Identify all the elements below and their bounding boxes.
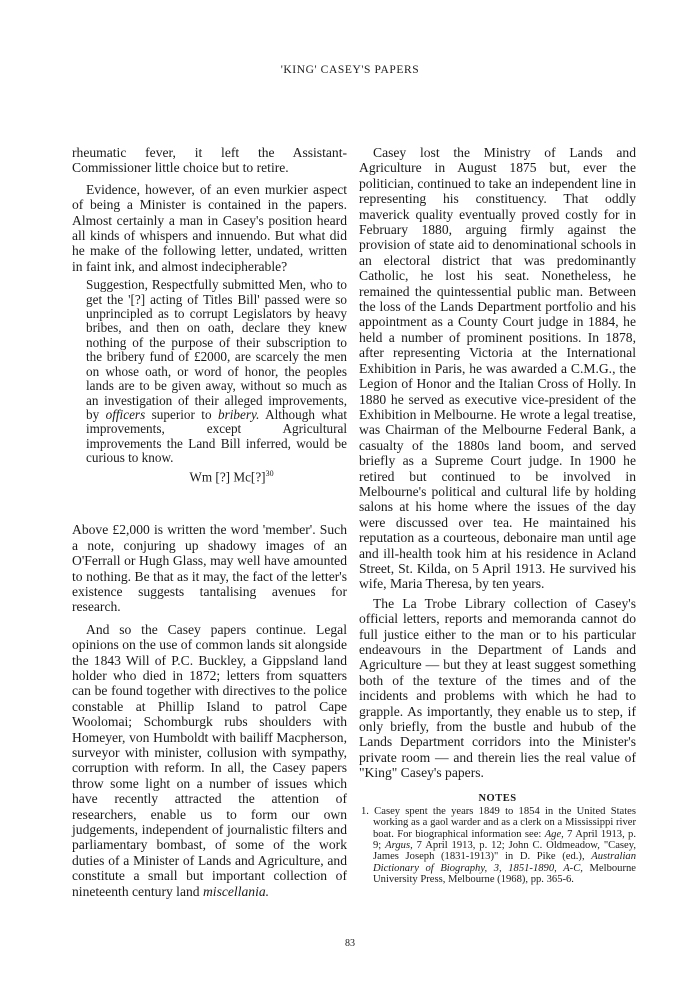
paragraph: Above £2,000 is written the word 'member'. Such a note, conjuring up shadowy images of an O'Ferrall or Hugh Glass, may well have amounted to nothing. Be that as it may, the fact of the letter's existence suggests tantalising avenues for research.	[72, 522, 347, 615]
left-column	[72, 145, 347, 899]
quote-emphasis: bribery.	[218, 406, 260, 422]
footnote-ref: 30	[265, 468, 274, 478]
paragraph: Evidence, however, of an even murkier aspect of being a Minister is contained in the papers. Almost certainly a man in Casey's position heard all kinds of whispers and innuendo. But what did he make of the following letter, undated, written in faint ink, and almost indecipherable?	[72, 181, 347, 274]
signature-text: Wm [?] Mc[?]	[189, 468, 266, 484]
quoted-letter	[86, 278, 347, 484]
paragraph-text: And so the Casey papers continue. Legal opinions on the use of common lands sit alongside the 1843 Will of P.C. Buckley, a Gippsland land holder who died in 1872; letters from squatters can be found together with directives to the police constable at Phillip Island to patrol Cape Woolomai; Schomburgk rubs shoulders with Homeyer, von Humboldt with bailiff Macpherson, surveyor with minister, collusion with sympathy, corruption with reform. In all, the Casey papers throw some light on a number of issues which have recently attracted the attention of researchers, enable us to form our own judgements, independent of journalistic filters and parliamentary bombast, of some of the work duties of a Minister of Lands and Agriculture, and constitute a small but important collection of nineteenth century land	[72, 621, 347, 899]
footnote	[359, 806, 636, 885]
quote-text: Suggestion, Respectfully submitted Men, who to get the '[?] acting of Titles Bill' passed were so unprincipled as to corrupt Legislators by heavy bribes, and then on oath, declare they knew nothing of the purpose of their subscription to the bribery fund of £2000, are scarcely the men on whose oath, or word of honor, the peoples lands are to be given away, without so much as an investigation of their alleged improvements, by	[86, 277, 347, 422]
note-emphasis: Age,	[544, 828, 564, 840]
note-text: 7 April 1913, p. 12; John C. Oldmeadow, "Casey, James Joseph (1831-1913)" in D. Pike (ed.),	[373, 839, 636, 863]
paragraph: Casey lost the Ministry of Lands and Agriculture in August 1875 but, ever the politician, continued to take an independent line in representing his constituency. That oddly maverick quality eventually proved costly for in February 1880, arguing firmly against the provision of state aid to denominational schools in an electoral district that was predominantly Catholic, he lost his seat. Nonetheless, he remained the quintessential public man. Between the loss of the Lands Department portfolio and his appointment as a County Court judge in 1884, he held a number of prominent positions. In 1878, after representing Victoria at the International Exhibition in Paris, he was awarded a C.M.G., the Legion of Honor and the Italian Cross of Holly. In 1880 he served as executive vice-president of the Exhibition in Melbourne. He wrote a legal treatise, was Chairman of the Melbourne Federal Bank, a casualty of the 1880s land boom, and served briefly as a Supreme Court judge. In 1900 he retired but continued to be involved in Melbourne's political and cultural life by holding salons at his home where the issues of the day were discussed over tea. He maintained his reputation as a courteous, debonaire man until age and ill-health took him at his residence in Acland Street, St. Kilda, on 5 April 1913. He survived his wife, Maria Theresa, by ten years.	[359, 145, 636, 592]
note-emphasis: Australian Dictionary of Biography, 3, 1851-1890, A-C,	[373, 851, 636, 874]
quote-text: superior to	[145, 406, 218, 422]
page-number: 83	[345, 938, 355, 949]
note-text: Melbourne University Press, Melbourne (1968), pp. 365-6.	[373, 862, 636, 885]
paragraph	[72, 622, 347, 899]
running-title: 'KING' CASEY'S PAPERS	[280, 64, 420, 76]
paragraph: The La Trobe Library collection of Casey's official letters, reports and memoranda cannot do full justice either to the man or to his particular endeavours in the Department of Lands and Agriculture — but they at least suggest something both of the texture of the times and of the incidents and problems with which he had to grapple. As importantly, they enable us to step, if only briefly, from the bustle and hubub of the Lands Department corridors into the Minister's private room — and therein lies the real value of "King" Casey's papers.	[359, 595, 636, 781]
note-text: 7 April 1913, p. 9;	[373, 828, 637, 851]
quote-text: Although what improvements, except Agricultural improvements the Land Bill inferred, would be curious to know.	[86, 406, 347, 466]
letter-signature	[86, 467, 347, 485]
paragraph: rheumatic fever, it left the Assistant-Commissioner little choice but to retire.	[72, 145, 347, 176]
note-text: 1. Casey spent the years 1849 to 1854 in the United States working as a gaol warder and as a clerk on a Mississippi river boat. For biographical information see:	[361, 806, 636, 840]
note-emphasis: Argus,	[385, 839, 413, 851]
right-column	[359, 145, 636, 885]
quote-emphasis: officers	[105, 406, 146, 422]
paragraph-emphasis: miscellania.	[202, 883, 270, 899]
notes-heading: NOTES	[478, 792, 517, 804]
